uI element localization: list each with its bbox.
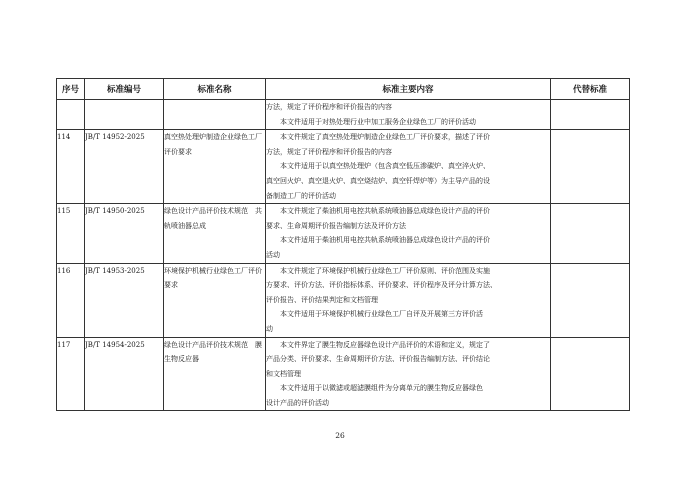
row-name: 真空热处理炉制造企业绿色工厂评价要求 xyxy=(164,130,266,204)
content-line: 活动 xyxy=(266,250,280,259)
row-name xyxy=(164,100,266,130)
row-name: 绿色设计产品评价技术规范 膜生物反应器 xyxy=(164,337,266,411)
row-content xyxy=(266,204,551,263)
content-line: 方法，规定了评价程序和评价报告的内容 xyxy=(266,103,392,111)
row-code: JB/T 14954-2025 xyxy=(85,337,164,411)
table-row xyxy=(57,204,630,263)
content-line: 方要求、评价方法、评价指标体系、评价要求、评价程序及评分计算方法、 xyxy=(266,281,497,290)
content-line: 本文件适用于以微滤或超滤膜组件为分离单元的膜生物反应器绿色 xyxy=(280,384,483,393)
header-content: 标准主要内容 xyxy=(266,79,551,100)
content-line: 本文件规定了柴油机用电控共轨系统喷油器总成绿色设计产品的评价 xyxy=(280,207,490,216)
row-code xyxy=(85,100,164,130)
table-header-row xyxy=(57,79,630,100)
row-code: JB/T 14953-2025 xyxy=(85,263,164,337)
content-line: 本文件界定了膜生物反应器绿色设计产品评价的术语和定义，规定了 xyxy=(280,340,490,349)
content-line: 和文档管理 xyxy=(266,369,301,378)
row-no xyxy=(57,100,85,130)
row-replace xyxy=(551,204,630,263)
row-no: 114 xyxy=(57,130,85,204)
content-line: 评价报告、评价结果判定和文档管理 xyxy=(266,295,378,304)
row-no: 116 xyxy=(57,263,85,337)
row-no: 117 xyxy=(57,337,85,411)
row-replace xyxy=(551,263,630,337)
table-row xyxy=(57,337,630,411)
content-line: 本文件规定了真空热处理炉制造企业绿色工厂评价要求，描述了评价 xyxy=(280,133,490,142)
row-content xyxy=(266,130,551,204)
table-row xyxy=(57,100,630,130)
standards-table xyxy=(56,78,630,411)
content-line: 本文件规定了环境保护机械行业绿色工厂评价原则、评价范围及实施 xyxy=(280,266,490,275)
content-line: 产品分类、评价要求、生命周期评价方法、评价报告编制方法、评价结论 xyxy=(266,355,490,364)
header-code: 标准编号 xyxy=(85,79,164,100)
content-line: 备制造工厂的评价活动 xyxy=(266,191,336,200)
content-line: 方法，规定了评价程序和评价报告的内容 xyxy=(266,147,392,156)
content-line: 本文件适用于环境保护机械行业绿色工厂自评及开展第三方评价活 xyxy=(280,310,483,319)
row-replace xyxy=(551,337,630,411)
row-name: 绿色设计产品评价技术规范 共轨喷油器总成 xyxy=(164,204,266,263)
page-number: 26 xyxy=(335,431,345,440)
content-line: 本文件适用于柴油机用电控共轨系统喷油器总成绿色设计产品的评价 xyxy=(280,236,490,245)
row-code: JB/T 14950-2025 xyxy=(85,204,164,263)
row-content xyxy=(266,337,551,411)
content-line: 本文件适用于以真空热处理炉（包含真空低压渗碳炉、真空淬火炉、 xyxy=(280,162,490,171)
content-line: 本文件适用于对热处理行业中加工服务企业绿色工厂的评价活动 xyxy=(280,117,476,126)
row-code: JB/T 14952-2025 xyxy=(85,130,164,204)
table-row xyxy=(57,263,630,337)
content-line: 设计产品的评价活动 xyxy=(266,398,329,407)
row-no: 115 xyxy=(57,204,85,263)
header-no: 序号 xyxy=(57,79,85,100)
row-name: 环境保护机械行业绿色工厂评价要求 xyxy=(164,263,266,337)
content-line: 要求、生命周期评价报告编制方法及评价方法 xyxy=(266,221,406,230)
content-line: 真空回火炉、真空退火炉、真空烧结炉、真空钎焊炉等）为主导产品的设 xyxy=(266,176,490,185)
row-content xyxy=(266,100,551,130)
row-replace xyxy=(551,130,630,204)
header-replace: 代替标准 xyxy=(551,79,630,100)
row-replace xyxy=(551,100,630,130)
row-content xyxy=(266,263,551,337)
header-name: 标准名称 xyxy=(164,79,266,100)
content-line: 动 xyxy=(266,324,273,333)
table-row xyxy=(57,130,630,204)
